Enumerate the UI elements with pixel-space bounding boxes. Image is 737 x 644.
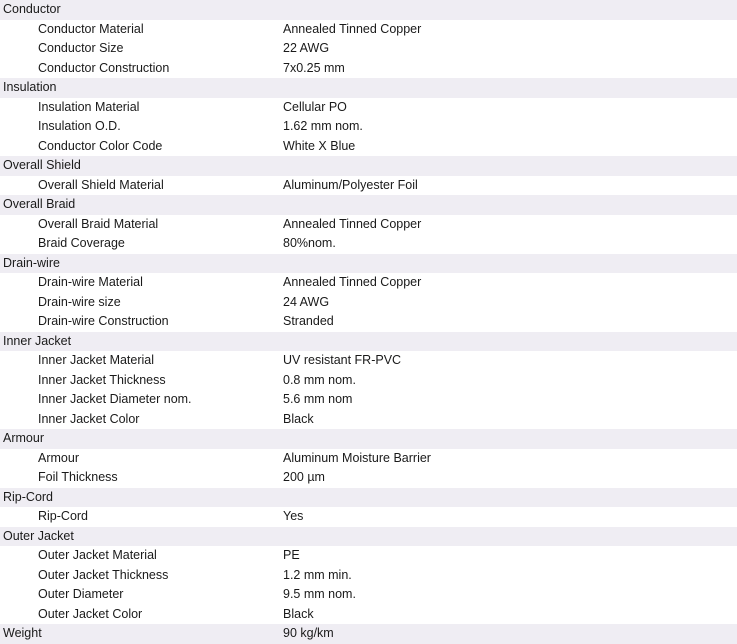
- spec-row: [0, 312, 737, 332]
- spec-label: Inner Jacket Diameter nom.: [38, 392, 192, 406]
- spec-row: [0, 449, 737, 469]
- spec-value: 7x0.25 mm: [283, 60, 345, 75]
- section-title: Overall Shield: [0, 156, 283, 176]
- spec-value: 5.6 mm nom: [283, 392, 353, 406]
- spec-value: Aluminum/Polyester Foil: [283, 177, 418, 192]
- section-title: Insulation: [0, 78, 283, 98]
- spec-value: Black: [283, 411, 314, 426]
- spec-value: 1.2 mm min.: [283, 567, 352, 582]
- spec-value: UV resistant FR-PVC: [283, 353, 402, 367]
- spec-value: PE: [283, 548, 300, 562]
- weight-value: 90 kg/km: [283, 624, 737, 644]
- section-header-conductor: [0, 0, 737, 20]
- spec-value: Black: [283, 606, 314, 621]
- spec-label: Foil Thickness: [38, 470, 118, 484]
- spec-label: Braid Coverage: [38, 236, 125, 250]
- spec-row: [0, 176, 737, 196]
- spec-row: [0, 585, 737, 605]
- section-title: Conductor: [0, 0, 283, 20]
- spec-label: Drain-wire size: [38, 294, 121, 309]
- spec-value: 1.62 mm nom.: [283, 119, 363, 133]
- weight-row: [0, 624, 737, 644]
- section-title: Rip-Cord: [0, 488, 283, 508]
- section-header-overall-braid: [0, 195, 737, 215]
- spec-label: Inner Jacket Color: [38, 411, 140, 426]
- section-header-overall-shield: [0, 156, 737, 176]
- spec-value: Yes: [283, 509, 304, 523]
- spec-row: [0, 39, 737, 59]
- spec-row: [0, 390, 737, 410]
- spec-row: [0, 234, 737, 254]
- spec-label: Conductor Construction: [38, 60, 170, 75]
- spec-row: [0, 273, 737, 293]
- section-header-armour: [0, 429, 737, 449]
- spec-value: Annealed Tinned Copper: [283, 21, 422, 36]
- spec-row: [0, 20, 737, 40]
- spec-row: [0, 98, 737, 118]
- spec-value: Annealed Tinned Copper: [283, 216, 422, 231]
- spec-label: Outer Diameter: [38, 587, 124, 601]
- spec-value: 80%nom.: [283, 236, 336, 250]
- spec-value: White X Blue: [283, 138, 356, 153]
- spec-row: [0, 566, 737, 586]
- spec-value: Cellular PO: [283, 99, 347, 114]
- spec-row: [0, 293, 737, 313]
- section-header-outer-jacket: [0, 527, 737, 547]
- section-header-rip-cord: [0, 488, 737, 508]
- spec-value: 0.8 mm nom.: [283, 372, 356, 387]
- spec-label: Inner Jacket Material: [38, 353, 155, 367]
- spec-value: Annealed Tinned Copper: [283, 275, 422, 289]
- section-title: Overall Braid: [0, 195, 283, 215]
- spec-row: [0, 605, 737, 625]
- spec-value: Stranded: [283, 314, 334, 328]
- spec-label: Outer Jacket Thickness: [38, 567, 169, 582]
- spec-label: Overall Shield Material: [38, 177, 164, 192]
- section-title: Armour: [0, 429, 283, 449]
- spec-label: Conductor Size: [38, 41, 124, 55]
- spec-label: Inner Jacket Thickness: [38, 372, 166, 387]
- spec-label: Insulation O.D.: [38, 119, 121, 133]
- spec-label: Conductor Color Code: [38, 138, 163, 153]
- spec-label: Insulation Material: [38, 99, 140, 114]
- section-header-drain-wire: [0, 254, 737, 274]
- spec-row: [0, 215, 737, 235]
- spec-label: Drain-wire Material: [38, 275, 143, 289]
- spec-label: Outer Jacket Color: [38, 606, 143, 621]
- spec-row: [0, 117, 737, 137]
- spec-row: [0, 468, 737, 488]
- spec-label: Rip-Cord: [38, 509, 89, 523]
- spec-label: Conductor Material: [38, 21, 144, 36]
- spec-row: [0, 371, 737, 391]
- spec-row: [0, 351, 737, 371]
- spec-row: [0, 410, 737, 430]
- spec-row: [0, 137, 737, 157]
- spec-row: [0, 507, 737, 527]
- spec-value: 22 AWG: [283, 41, 330, 55]
- section-header-inner-jacket: [0, 332, 737, 352]
- spec-value: 200 µm: [283, 470, 325, 484]
- spec-label: Drain-wire Construction: [38, 314, 169, 328]
- spec-row: [0, 59, 737, 79]
- spec-row: [0, 546, 737, 566]
- weight-label: Weight: [0, 624, 283, 644]
- spec-value: Aluminum Moisture Barrier: [283, 450, 431, 465]
- spec-label: Armour: [38, 450, 79, 465]
- spec-value: 9.5 mm nom.: [283, 587, 356, 601]
- section-header-insulation: [0, 78, 737, 98]
- spec-value: 24 AWG: [283, 294, 330, 309]
- spec-label: Overall Braid Material: [38, 216, 159, 231]
- section-title: Outer Jacket: [0, 527, 283, 547]
- spec-label: Outer Jacket Material: [38, 548, 157, 562]
- section-title: Drain-wire: [0, 254, 283, 274]
- section-title: Inner Jacket: [0, 332, 283, 352]
